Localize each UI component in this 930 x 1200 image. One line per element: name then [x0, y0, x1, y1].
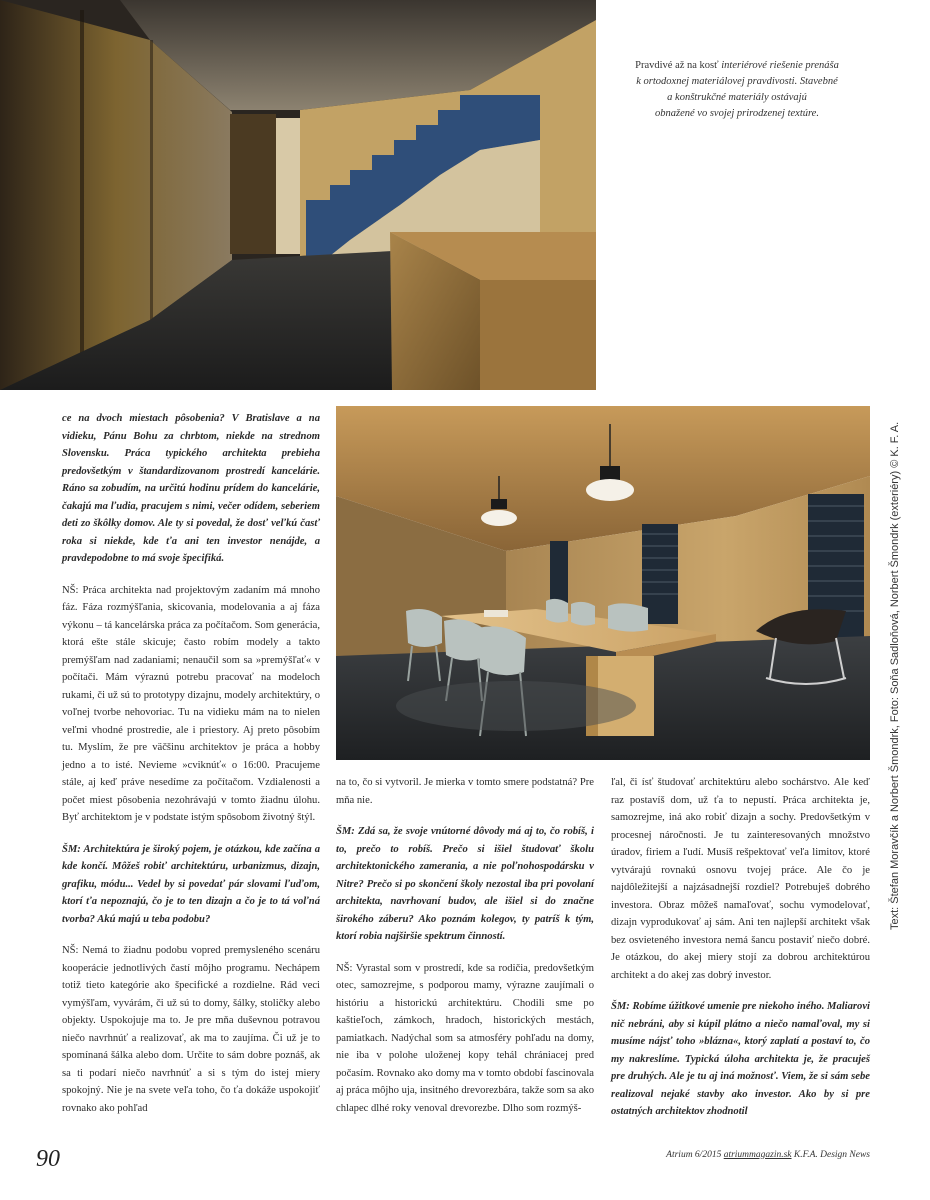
page-footer [666, 1150, 870, 1160]
photo-caption [624, 58, 850, 122]
footer-issue: Atrium 6/2015 [666, 1150, 722, 1160]
corridor-photo [0, 0, 596, 390]
question-paragraph: ŠM: Zdá sa, že svoje vnútorné dôvody má aj to, čo robíš, i to, prečo to robíš. Prečo si išiel študovať školu architektonického zamerania, a nie poľnohospodársku v Nitre? Prečo si po skončení školy nezostal iba pri povolaní architekta, navrhovaní budov, ale išiel si do značne širokého záberu? Ako poznám kolegov, ty patríš k tým, ktorí robia najširšie spektrum činností. [336, 826, 594, 942]
answer-paragraph: na to, čo si vytvoril. Je mierka v tomto smere podstatná? Pre mňa nie. [336, 777, 594, 806]
article-column-1 [62, 410, 320, 1131]
photo-credit: Text: Štefan Moravčík a Norbert Šmondrk, Foto: Soňa Sadloňová, Norbert Šmondrk (exteriéry) © K. F. A. [889, 421, 901, 930]
question-paragraph: ce na dvoch miestach pôsobenia? V Bratislave a na vidieku, Pánu Bohu za chrbtom, niekde na strednom Slovensku. Práca typického architekta prebieha predovšetkým v štandardizovanom prostredí kancelárie. Ráno sa zobudím, na určitú hodinu prídem do kancelárie, čakajú ma ľudia, pracujem s nimi, večer odídem, seberiem deti zo škôlky domov. Ale ty si povedal, že dosť veľkú časť roka si niekde, kde ťa ani ten investor nenájde, a pravdepodobne to má svoje špecifiká. [62, 413, 320, 564]
answer-paragraph: ľal, či ísť študovať architektúru alebo sochárstvo. Ale keď raz postavíš dom, už ťa to nepustí. Práca architekta je, samozrejme, iná ako robiť dizajn a sochy. Predovšetkým v procesnej náročnosti. Je tu zainteresovaných množstvo úradov, firiem a ľudí. Musíš rešpektovať veľa limitov, ktoré vytvárajú rovnakú osnovu tvojej práce. Ale čo je najdôležitejší a najzásadnejší rozdiel? Potrebuješ dobrého investora. Obraz môžeš namaľovať, sochu vymodelovať, dizajn vyprodukovať aj sám. Ani ten najlepší architekt však bez osvieteného investora nemá šancu postaviť niečo dobré. Je otázkou, do akej miery stojí za dobrou architektúrou architekt a do akej zas dobrý investor. [611, 777, 870, 981]
caption-line4: obnažené vo svojej prirodzenej textúre. [655, 108, 819, 119]
answer-paragraph: NŠ: Práca architekta nad projektovým zadaním má mnoho fáz. Fáza rozmýšľania, skicovania, modelovania a aj fáza výkonu – tá kancelárska práca za počítačom. Som generácia, ktorá ešte stále skicuje; často robím modely a takto premýšľam nad zadaniami; nenaučil som sa »premýšľať« v počítači. Mám výraznú potrebu pracovať na modeloch rukami, či už sú to prototypy dizajnu, modely architektúry, o voľnej tvorbe nehovoriac. Tu na vidieku mám na to nielen veľmi vhodné prostredie, ale i priestory. Aj preto pôsobím tu. Myslím, že pre väčšinu architektov je práca a hobby jedno a to isté. Nevieme »cviknúť« o 16:00. Pracujeme stále, aj keď práve nesedíme za počítačom. Vzdialenosti a počet miest pôsobenia nezohrávajú v tomto žiadnu úlohu. Byť architektom je v podstate istým spôsobom životný štýl. [62, 584, 320, 823]
dining-room-photo [336, 406, 870, 760]
answer-paragraph: NŠ: Vyrastal som v prostredí, kde sa rodičia, predovšetkým otec, samozrejme, s podporou mamy, výrazne zaujímali o históriu a historickú architektúru. Chodili sme po kaštieľoch, zámkoch, hradoch, historických mestách, pamiatkach. Nadýchal som sa atmosféry pohľadu na domy, nie iba v polohe uloženej kopy tehál chrániacej pred počasím. Rovnako ako domy ma v tomto období fascinovala aj práca môjho uja, insitného drevorezbára, takže som sa ako chlapec dlhé roky venoval drevorezbe. Dlho som rozmýš- [336, 962, 594, 1114]
caption-line1-italic: interiérové riešenie prenáša [721, 60, 839, 71]
article-column-3 [611, 774, 870, 1135]
question-paragraph: ŠM: Robíme úžitkové umenie pre niekoho iného. Maliarovi nič nebráni, aby si kúpil plátno a niečo namaľoval, my si musíme nájsť toho »blázna«, ktorý zaplatí a postaví to, čo my nakreslíme. Typická úloha architekta je, že pracuješ pre druhých. Ale je tu aj iná možnosť. Viem, že si sám sebe realizoval nejaké stavby ako investor. Ako by si pre ostatných architektov zhodnotil [611, 1001, 870, 1117]
question-paragraph: ŠM: Architektúra je široký pojem, je otázkou, kde začína a kde končí. Môžeš robiť architektúru, urbanizmus, dizajn, grafiku, módu... Vedel by si povedať pár slovami ľuďom, ktorí ťa nepoznajú, čo je to ten dizajn a čo je to tá voľná tvorba? Akú majú u teba podobu? [62, 843, 320, 925]
footer-site-link[interactable]: atriummagazin.sk [723, 1150, 792, 1160]
answer-paragraph: NŠ: Nemá to žiadnu podobu vopred premysleného scenáru kooperácie jednotlivých častí môjho programu. Nechápem totiž tieto kategórie ako špecifické a rozdielne. Rád veci vymýšľam, vyvárám, či už sú to domy, šálky, stoličky alebo objekty. Uspokojuje ma to. Je pre mňa duševnou potravou niečo navrhnúť a realizovať, ak ma to zaujíma. Či už je to spomínaná šálka alebo dom. Určite to sám dobre poznáš, ak sa ti podarí niečo navrhnúť a si s tým do istej miery spokojný. Nie je na svete veľa toho, čo ťa dokáže uspokojiť rovnako ako pohľad [62, 945, 320, 1114]
caption-line1-plain: Pravdivé až na kosť [635, 60, 719, 71]
caption-line2: k ortodoxnej materiálovej pravdivosti. Stavebné [636, 76, 838, 87]
footer-section: K.F.A. Design News [793, 1150, 870, 1160]
page-number: 90 [36, 1146, 60, 1172]
caption-line3: a konštrukčné materiály ostávajú [667, 92, 807, 103]
article-column-2 [336, 774, 594, 1131]
